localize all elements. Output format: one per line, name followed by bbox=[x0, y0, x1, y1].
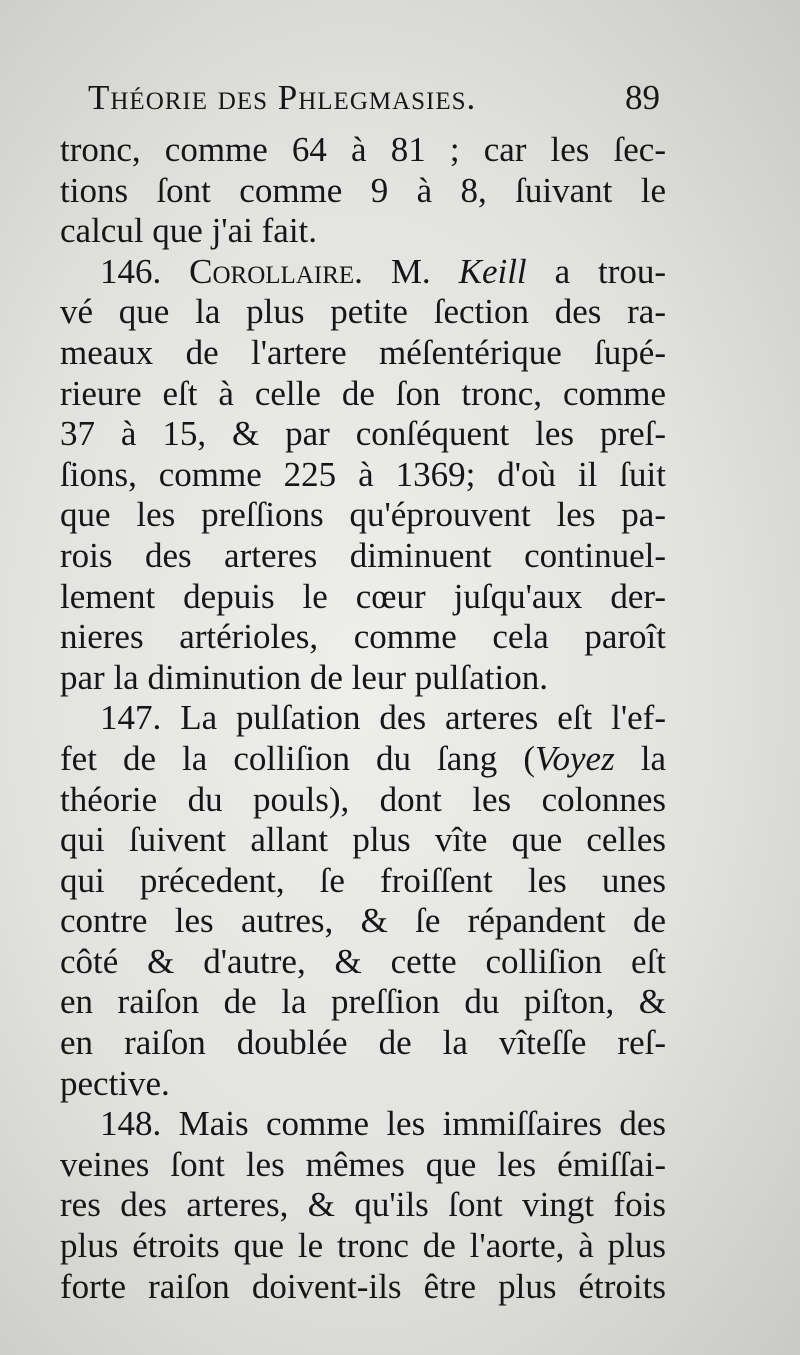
text-line: en raiſon de la preſſion du piſton, & bbox=[60, 982, 666, 1022]
running-title: Théorie des Phlegmasies. bbox=[88, 78, 477, 117]
text-line: calcul que j'ai fait. bbox=[60, 211, 318, 251]
text-line: meaux de l'artere méſentérique ſupé- bbox=[60, 332, 666, 372]
text-line: par la diminution de leur pulſation. bbox=[60, 657, 548, 697]
text-line: rieure eſt à celle de ſon tronc, comme bbox=[60, 373, 666, 413]
text-line: qui ſuivent allant plus vîte que celles bbox=[60, 820, 666, 860]
text-line: théorie du pouls), dont les colonnes bbox=[60, 779, 666, 819]
text-line: que les preſſions qu'éprouvent les pa- bbox=[60, 495, 666, 535]
text-line: nieres artérioles, comme cela paroît bbox=[60, 617, 666, 657]
page-number: 89 bbox=[625, 78, 660, 117]
text-line: tions ſont comme 9 à 8, ſuivant le bbox=[60, 170, 666, 210]
text-line: vé que la plus petite ſection des ra- bbox=[60, 292, 666, 332]
text-line: 148. Mais comme les immiſſaires des bbox=[100, 1104, 666, 1144]
text-line: pective. bbox=[60, 1063, 170, 1103]
text-line: contre les autres, & ſe répandent de bbox=[60, 901, 666, 941]
text-line: en raiſon doublée de la vîteſſe reſ- bbox=[60, 1023, 666, 1063]
running-header bbox=[88, 78, 660, 126]
text-line: veines ſont les mêmes que les émiſſai- bbox=[60, 1144, 666, 1184]
text-line: rois des arteres diminuent continuel- bbox=[60, 535, 666, 575]
paragraph-147-line bbox=[60, 739, 666, 780]
text-line: qui précedent, ſe froiſſent les unes bbox=[60, 860, 666, 900]
text-fragment: la bbox=[614, 738, 666, 778]
text-line: res des arteres, & qu'ils ſont vingt fois bbox=[60, 1185, 666, 1225]
text-line: tronc, comme 64 à 81 ; car les ſec- bbox=[60, 130, 666, 169]
text-line: lement depuis le cœur juſqu'aux der- bbox=[60, 576, 666, 616]
text-line: ſions, comme 225 à 1369; d'où il ſuit bbox=[60, 454, 666, 494]
text-fragment: M. bbox=[390, 251, 431, 291]
text-fragment: a trou- bbox=[554, 251, 667, 291]
text-line: 147. La pulſation des arteres eſt l'ef- bbox=[100, 698, 666, 738]
author-name: Keill bbox=[458, 251, 527, 291]
text-line: côté & d'autre, & cette colliſion eſt bbox=[60, 941, 666, 981]
text-line: 37 à 15, & par conſéquent les preſ- bbox=[60, 414, 666, 454]
text-fragment: fet de la colliſion du ſang ( bbox=[60, 738, 535, 778]
paragraph-number: 146. bbox=[100, 251, 162, 291]
cross-reference: Voyez bbox=[535, 738, 615, 778]
text-line: forte raiſon doivent-ils être plus étroits bbox=[60, 1266, 666, 1306]
paragraph-146-first-line bbox=[60, 252, 666, 293]
body-text bbox=[60, 130, 666, 1307]
text-line: plus étroits que le tronc de l'aorte, à plus bbox=[60, 1226, 666, 1266]
section-heading: Corollaire. bbox=[189, 251, 363, 291]
